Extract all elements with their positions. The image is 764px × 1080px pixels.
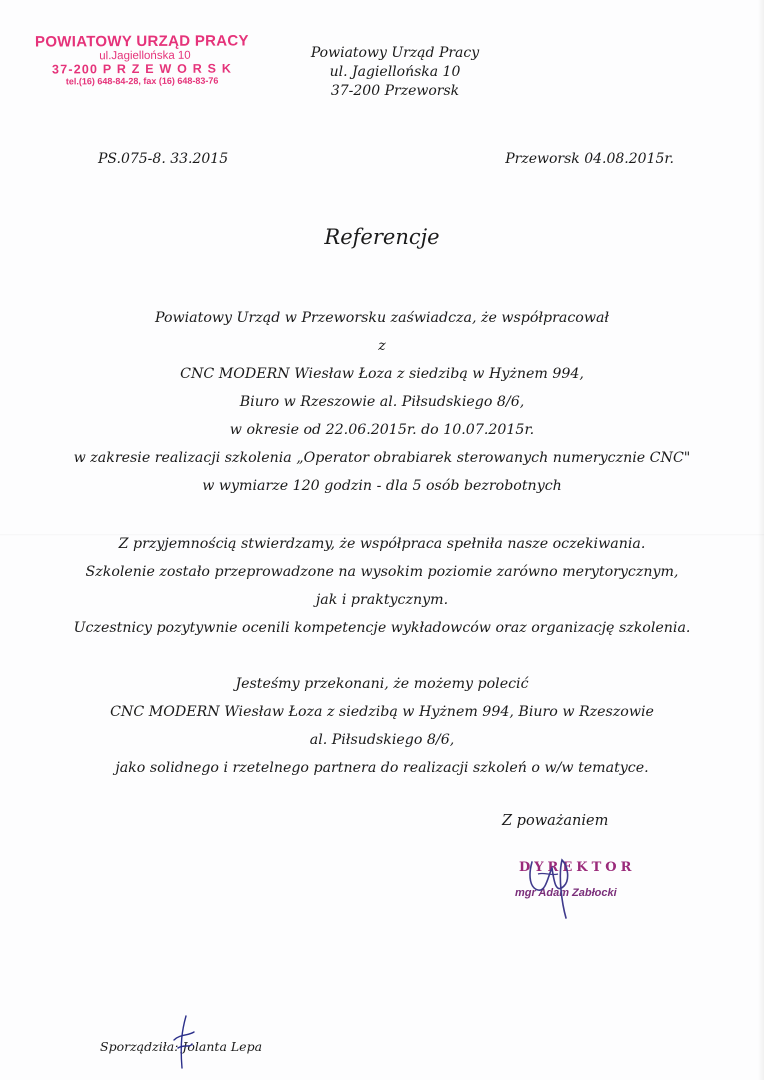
- paragraph-2-line: Uczestnicy pozytywnie ocenili kompetencje wykładowców oraz organizację szkolenia.: [73, 620, 691, 636]
- closing-regards: Z poważaniem: [502, 813, 609, 829]
- paragraph-1-line: z: [378, 338, 386, 354]
- director-title: DYREKTOR: [519, 860, 636, 875]
- paragraph-3-line: CNC MODERN Wiesław Łoza z siedzibą w Hyżnem 994, Biuro w Rzeszowie: [110, 704, 654, 720]
- prepared-by: Sporządziła: Jolanta Lepa: [100, 1039, 263, 1054]
- paragraph-1-line: w okresie od 22.06.2015r. do 10.07.2015r.: [229, 422, 535, 438]
- stamp-line-1: POWIATOWY URZĄD PRACY: [34, 32, 249, 51]
- paragraph-2-line: Szkolenie zostało przeprowadzone na wysokim poziomie zarówno merytorycznym,: [85, 564, 679, 580]
- sender-line-1: Powiatowy Urząd Pracy: [310, 45, 480, 61]
- paragraph-3-line: jako solidnego i rzetelnego partnera do realizacji szkoleń o w/w tematyce.: [115, 760, 649, 776]
- paragraph-3: [0, 670, 764, 782]
- stamp-line-4: tel.(16) 648-84-28, fax (16) 648-83-76: [65, 75, 219, 87]
- reference-number: PS.075-8. 33.2015: [98, 151, 229, 167]
- paragraph-1-line: Biuro w Rzeszowie al. Piłsudskiego 8/6,: [239, 394, 525, 410]
- place-date: Przeworsk 04.08.2015r.: [505, 151, 674, 167]
- paragraph-3-line: al. Piłsudskiego 8/6,: [309, 732, 455, 748]
- sender-line-2: ul. Jagiellońska 10: [329, 64, 461, 80]
- paragraph-2-line: jak i praktycznym.: [315, 592, 449, 608]
- stamp-line-3: 37-200 P R Z E W O R S K: [51, 61, 233, 77]
- paragraph-1-line: w wymiarze 120 godzin - dla 5 osób bezrobotnych: [202, 478, 562, 494]
- sender-line-3: 37-200 Przeworsk: [330, 83, 460, 99]
- paragraph-1-line: w zakresie realizacji szkolenia „Operator obrabiarek sterowanych numerycznie CNC": [73, 450, 691, 466]
- director-signature: [518, 846, 598, 926]
- preparer-signature: [168, 1014, 198, 1070]
- paragraph-1-line: CNC MODERN Wiesław Łoza z siedzibą w Hyżnem 994,: [180, 366, 584, 382]
- paragraph-2: [0, 530, 764, 642]
- sender-address: [300, 44, 490, 101]
- office-stamp: [34, 32, 250, 86]
- stamp-line-2: ul.Jagiellońska 10: [99, 49, 191, 63]
- paragraph-1-line: Powiatowy Urząd w Przeworsku zaświadcza, że współpracował: [154, 310, 610, 326]
- director-name: mgr Adam Zabłocki: [515, 887, 617, 899]
- paragraph-2-line: Z przyjemnością stwierdzamy, że współpraca spełniła nasze oczekiwania.: [118, 536, 646, 552]
- paragraph-1: [0, 304, 764, 500]
- paragraph-3-line: Jesteśmy przekonani, że możemy polecić: [235, 676, 529, 692]
- document-title: Referencje: [324, 225, 440, 249]
